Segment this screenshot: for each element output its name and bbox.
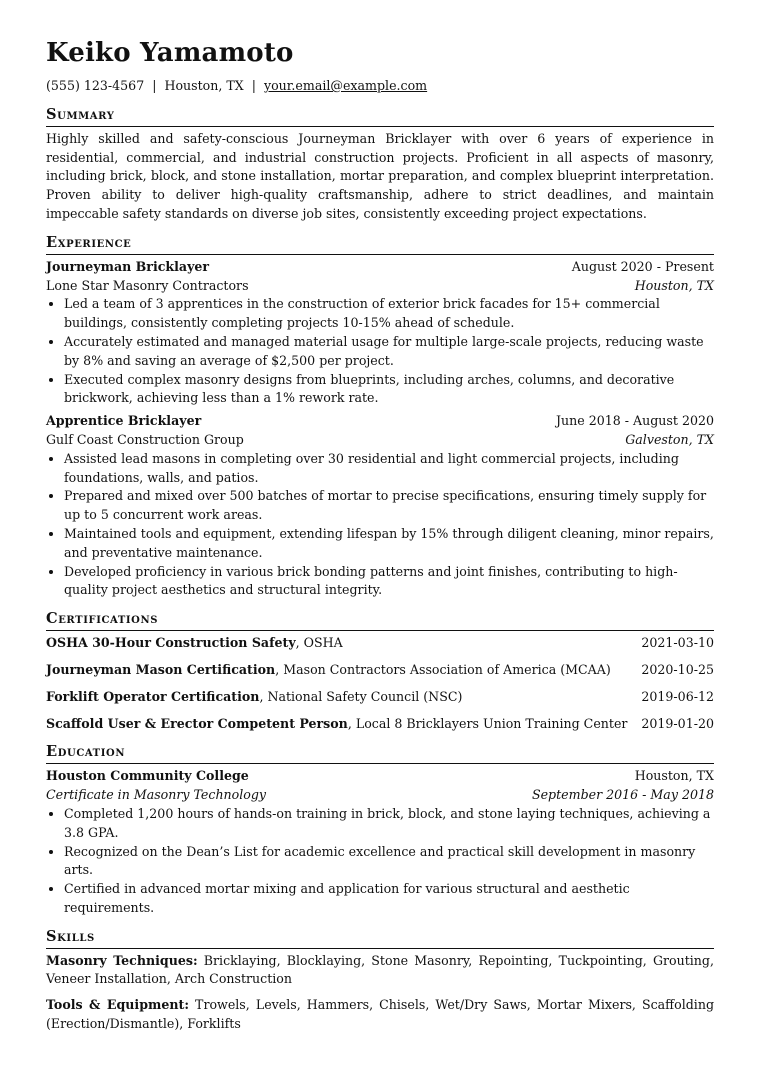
contact-separator: | xyxy=(152,78,157,93)
school-location: Houston, TX xyxy=(634,768,714,784)
certification-item xyxy=(46,715,714,734)
certification-name: Scaffold User & Erector Competent Person xyxy=(46,715,348,731)
certification-date: 2019-01-20 xyxy=(641,715,714,731)
certification-name: OSHA 30-Hour Construction Safety xyxy=(46,635,296,651)
certification-date: 2019-06-12 xyxy=(641,688,714,704)
certification-name: Forklift Operator Certification xyxy=(46,688,260,704)
email-link[interactable]: your.email@example.com xyxy=(263,78,428,93)
section-title-experience: Experience xyxy=(46,233,714,255)
certification-item xyxy=(46,661,714,680)
certification-list xyxy=(46,634,714,733)
candidate-name: Keiko Yamamoto xyxy=(46,38,294,68)
certification-date: 2020-10-25 xyxy=(641,661,714,677)
job-entry xyxy=(46,258,714,408)
job-bullets xyxy=(46,295,714,408)
list-item: • Prepared and mixed over 500 batches of mortar to precise specifications, ensuring timely supply for up to 5 concurrent work areas. xyxy=(64,487,714,525)
list-item: • Recognized on the Dean’s List for academic excellence and practical skill development in masonry arts. xyxy=(64,843,714,881)
contact-separator: | xyxy=(251,78,256,93)
job-bullets xyxy=(46,450,714,600)
list-item: • Assisted lead masons in completing over 30 residential and light commercial projects, including foundations, walls, and patios. xyxy=(64,450,714,488)
contact-line xyxy=(46,77,714,96)
skill-item xyxy=(46,996,714,1034)
section-title-certifications: Certifications xyxy=(46,609,714,631)
resume-page xyxy=(46,36,714,1034)
section-title-education: Education xyxy=(46,742,714,764)
certifications-section xyxy=(46,609,714,733)
certification-issuer: , National Safety Council (NSC) xyxy=(259,688,463,704)
list-item: • Completed 1,200 hours of hands-on training in brick, block, and stone laying techniques, achieving a 3.8 GPA. xyxy=(64,805,714,843)
job-dates: June 2018 - August 2020 xyxy=(556,413,714,429)
certification-date: 2021-03-10 xyxy=(641,635,714,651)
skill-label: Masonry Techniques: xyxy=(46,952,198,968)
job-entry xyxy=(46,412,714,600)
list-item: • Maintained tools and equipment, extending lifespan by 15% through diligent cleaning, minor repairs, and preventative maintenance. xyxy=(64,525,714,563)
list-item: • Led a team of 3 apprentices in the construction of exterior brick facades for 15+ commercial buildings, consistently completing projects 10-15% ahead of schedule. xyxy=(64,295,714,333)
summary-text: Highly skilled and safety-conscious Journeyman Bricklayer with over 6 years of experience in residential, commercial, and industrial construction projects. Proficient in all aspects of masonry, including brick, block, and stone installation, mortar preparation, and complex blueprint interpretation. Proven ability to deliver high-quality craftsmanship, adhere to strict deadlines, and maintain impeccable safety standards on diverse job sites, consistently exceeding project expectations. xyxy=(46,130,714,221)
job-company: Lone Star Masonry Contractors xyxy=(46,277,249,293)
experience-section xyxy=(46,233,714,600)
list-item: • Executed complex masonry designs from blueprints, including arches, columns, and decorative brickwork, achieving less than a 1% rework rate. xyxy=(64,371,714,409)
education-section xyxy=(46,742,714,917)
job-role: Journeyman Bricklayer xyxy=(46,258,210,274)
phone-number: (555) 123-4567 xyxy=(46,78,145,93)
location: Houston, TX xyxy=(164,78,244,93)
list-item: • Certified in advanced mortar mixing and application for various structural and aesthetic requirements. xyxy=(64,880,714,918)
school-name: Houston Community College xyxy=(46,768,249,784)
summary-section xyxy=(46,105,714,224)
certification-issuer: , Local 8 Bricklayers Union Training Center xyxy=(347,715,628,731)
list-item: • Accurately estimated and managed material usage for multiple large-scale projects, reducing waste by 8% and saving an average of $2,500 per project. xyxy=(64,333,714,371)
certification-name: Journeyman Mason Certification xyxy=(46,661,276,677)
education-program: Certificate in Masonry Technology xyxy=(46,787,267,803)
list-item: • Developed proficiency in various brick bonding patterns and joint finishes, contributing to high-quality project aesthetics and structural integrity. xyxy=(64,563,714,601)
job-dates: August 2020 - Present xyxy=(571,258,714,274)
section-title-skills: Skills xyxy=(46,927,714,949)
skill-value: Bricklaying, Blocklaying, Stone Masonry, Repointing, Tuckpointing, Grouting, Veneer Installation, Arch Construction xyxy=(46,952,714,987)
skill-label: Tools & Equipment: xyxy=(46,997,189,1013)
job-location: Houston, TX xyxy=(634,277,714,293)
certification-issuer: , OSHA xyxy=(295,635,343,651)
certification-item xyxy=(46,634,714,653)
education-dates: September 2016 - May 2018 xyxy=(531,787,714,803)
skill-item xyxy=(46,952,714,990)
section-title-summary: Summary xyxy=(46,105,714,127)
certification-issuer: , Mason Contractors Association of America (MCAA) xyxy=(275,661,611,677)
skill-value: Trowels, Levels, Hammers, Chisels, Wet/Dry Saws, Mortar Mixers, Scaffolding (Erection/Dismantle), Forklifts xyxy=(46,997,715,1032)
skills-section xyxy=(46,927,714,1034)
job-location: Galveston, TX xyxy=(625,431,714,447)
education-bullets xyxy=(46,805,714,918)
job-role: Apprentice Bricklayer xyxy=(46,413,202,429)
certification-item xyxy=(46,688,714,707)
job-company: Gulf Coast Construction Group xyxy=(46,431,244,447)
